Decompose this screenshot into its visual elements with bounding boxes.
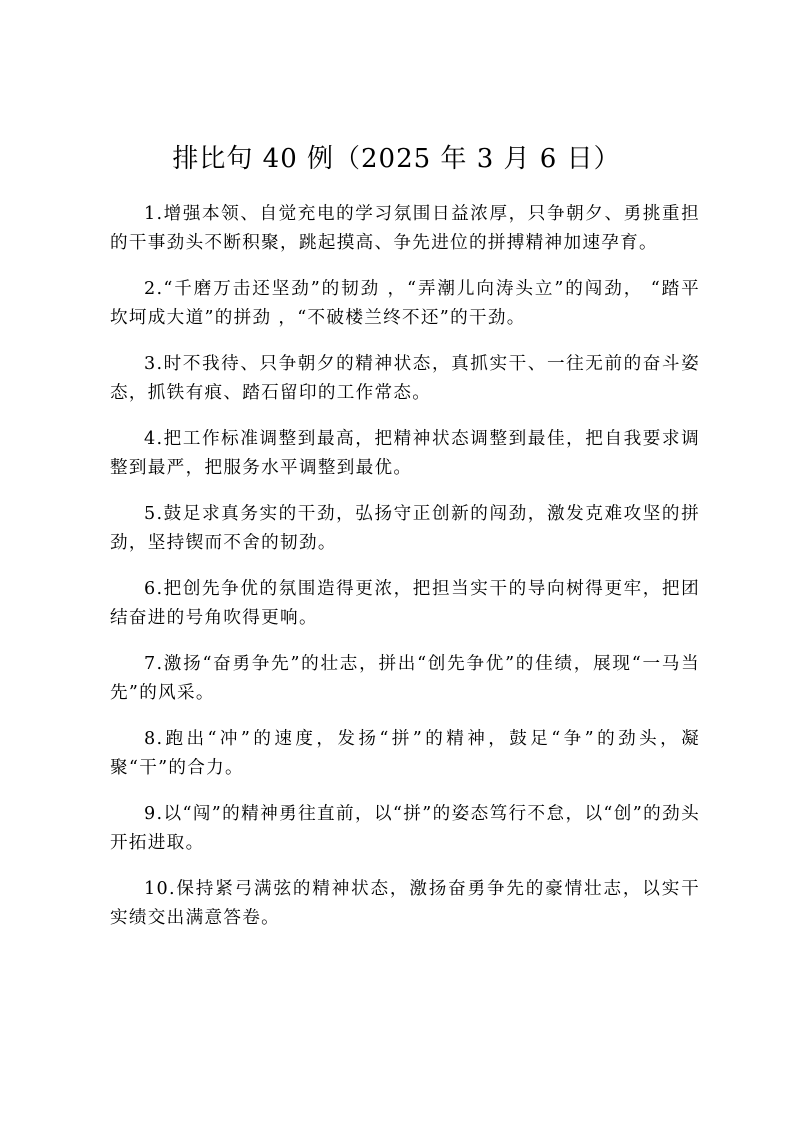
paragraph-6: 6.把创先争优的氛围造得更浓，把担当实干的导向树得更牢，把团结奋进的号角吹得更响。 bbox=[110, 579, 700, 628]
document-title: 排比句 40 例（2025 年 3 月 6 日） bbox=[172, 144, 621, 174]
paragraph-1: 1.增强本领、自觉充电的学习氛围日益浓厚，只争朝夕、勇挑重担的干事劲头不断积聚，跳起摸高、争先进位的拼搏精神加速孕育。 bbox=[110, 204, 700, 253]
paragraph-3: 3.时不我待、只争朝夕的精神状态，真抓实干、一往无前的奋斗姿态，抓铁有痕、踏石留印的工作常态。 bbox=[110, 354, 700, 403]
paragraph-7: 7.激扬“奋勇争先”的壮志，拼出“创先争优”的佳绩，展现“一马当先”的风采。 bbox=[110, 654, 700, 703]
paragraph-10: 10.保持紧弓满弦的精神状态，激扬奋勇争先的豪情壮志，以实干实绩交出满意答卷。 bbox=[110, 879, 700, 928]
paragraph-4: 4.把工作标准调整到最高，把精神状态调整到最佳，把自我要求调整到最严，把服务水平调整到最优。 bbox=[110, 429, 700, 478]
paragraph-8: 8.跑出“冲”的速度，发扬“拼”的精神，鼓足“争”的劲头，凝聚“干”的合力。 bbox=[110, 729, 700, 778]
paragraph-2: 2.“千磨万击还坚劲”的韧劲 ，“弄潮儿向涛头立”的闯劲， “踏平坎坷成大道”的拼劲 ，“不破楼兰终不还”的干劲。 bbox=[110, 279, 700, 328]
paragraph-9: 9.以“闯”的精神勇往直前，以“拼”的姿态笃行不怠，以“创”的劲头开拓进取。 bbox=[110, 804, 700, 853]
document-body bbox=[110, 200, 700, 950]
paragraph-5: 5.鼓足求真务实的干劲，弘扬守正创新的闯劲，激发克难攻坚的拼劲，坚持锲而不舍的韧劲。 bbox=[110, 504, 700, 553]
